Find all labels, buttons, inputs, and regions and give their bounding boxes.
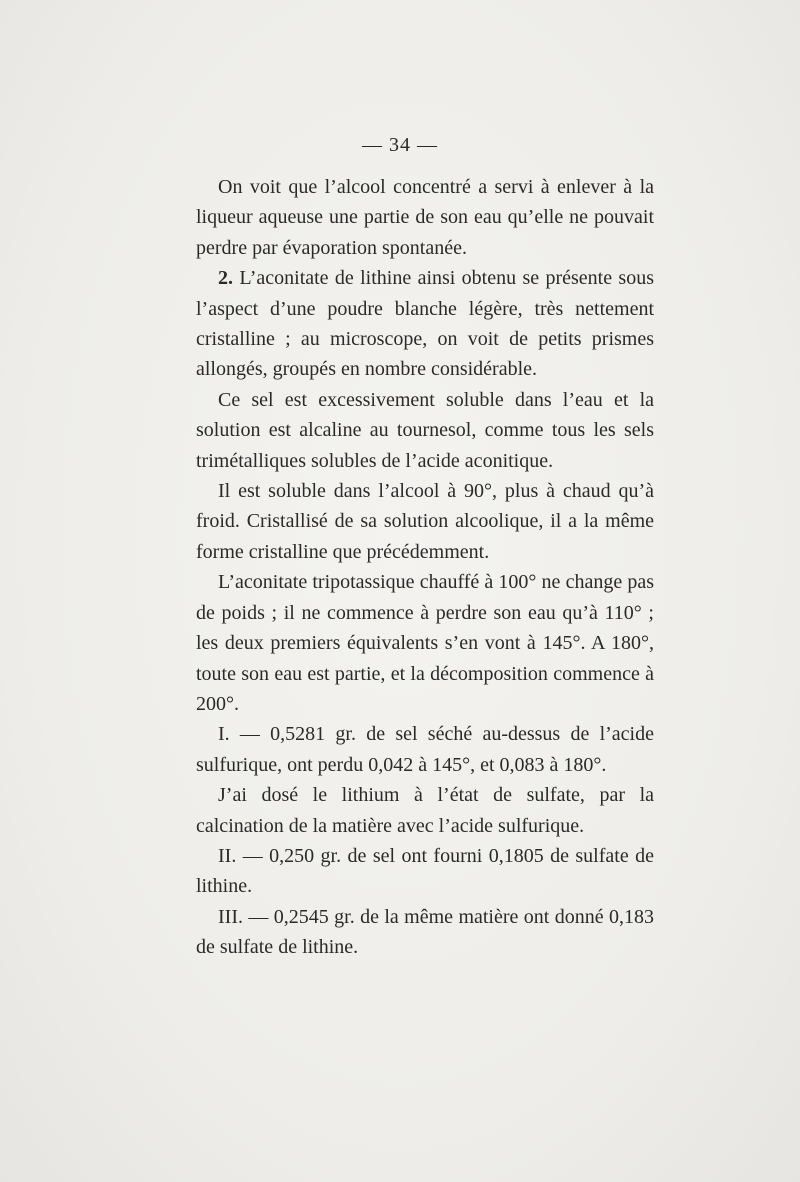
paragraph-5: L’aconitate tripotassique chauffé à 100° ne change pas de poids ; il ne commence à perdre son eau qu’à 110° ; les deux premiers équivalents s’en vont à 145°. A 180°, toute son eau est partie, et la décomposition commence à 200°. xyxy=(196,571,654,715)
paragraph-2-text: L’aconitate de lithine ainsi obtenu se présente sous l’aspect d’une poudre blanche légère, très nettement cristalline ; au microscope, on voit de petits prismes allongés, groupés en nombre considérable. xyxy=(196,267,654,381)
paragraph-9: III. — 0,2545 gr. de la même matière ont donné 0,183 de sulfate de lithine. xyxy=(196,905,654,959)
paragraph-2 xyxy=(196,263,654,385)
paragraph-1: On voit que l’alcool concentré a servi à enlever à la liqueur aqueuse une partie de son eau qu’elle ne pouvait perdre par évaporation spontanée. xyxy=(196,176,654,259)
page-number: — 34 — xyxy=(362,134,438,156)
paragraph-4: Il est soluble dans l’alcool à 90°, plus à chaud qu’à froid. Cristallisé de sa solution alcoolique, il a la même forme cristalline que précédemment. xyxy=(196,480,654,563)
body-text xyxy=(196,172,654,963)
paragraph-7: J’ai dosé le lithium à l’état de sulfate, par la calcination de la matière avec l’acide sulfurique. xyxy=(196,784,654,837)
section-marker: 2. xyxy=(218,267,233,290)
paragraph-6: I. — 0,5281 gr. de sel séché au-dessus de l’acide sulfurique, ont perdu 0,042 à 145°, et 0,083 à 180°. xyxy=(196,723,654,776)
paragraph-3: Ce sel est excessivement soluble dans l’eau et la solution est alcaline au tournesol, comme tous les sels trimétalliques solubles de l’acide aconitique. xyxy=(196,388,654,472)
paragraph-8: II. — 0,250 gr. de sel ont fourni 0,1805 de sulfate de lithine. xyxy=(196,844,654,898)
